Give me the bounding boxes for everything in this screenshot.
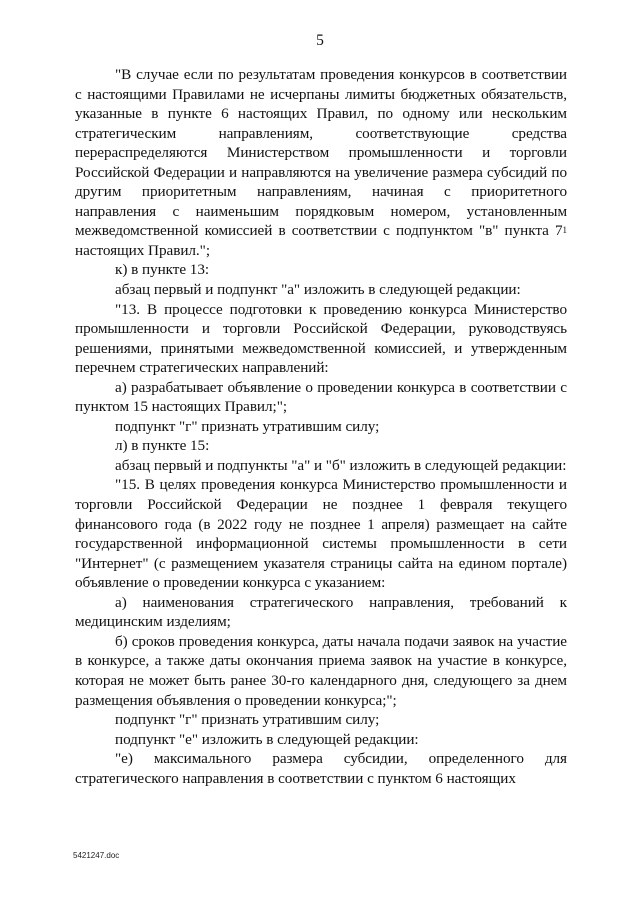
document-file-code: 5421247.doc xyxy=(73,851,120,860)
paragraph-9: "15. В целях проведения конкурса Министерство промышленности и торговли Российской Федерации не позднее 1 февраля текущего финансового года (в 2022 году не позднее 1 апреля) размещает на сайте государственной информационной системы промышленности в сети "Интернет" (с размещением указателя страницы сайта на едином портале) объявление о проведении конкурса с указанием: xyxy=(75,476,567,592)
paragraph-3: абзац первый и подпункт "а" изложить в следующей редакции: xyxy=(115,281,521,299)
paragraph-11: б) сроков проведения конкурса, даты начала подачи заявок на участие в конкурсе, а также даты окончания приема заявок на участие в конкурсе, которая не может быть ранее 30-го календарного дня, следующего за днем размещения объявления о проведении конкурса;"; xyxy=(75,632,567,709)
paragraph-14: "е) максимального размера субсидии, определенного для стратегического направления в соответствии с пунктом 6 настоящих xyxy=(75,750,567,787)
paragraph-7: л) в пункте 15: xyxy=(115,437,210,455)
paragraph-12: подпункт "г" признать утратившим силу; xyxy=(115,711,380,729)
paragraph-10: а) наименования стратегического направления, требований к медицинским изделиям; xyxy=(75,593,567,631)
paragraph-2: к) в пункте 13: xyxy=(115,261,210,279)
paragraph-5: а) разрабатывает объявление о проведении конкурса в соответствии с пунктом 15 настоящих Правил;"; xyxy=(75,378,567,416)
superscript-marker: 1 xyxy=(562,225,567,236)
paragraph-1 xyxy=(75,65,567,260)
paragraph-4: "13. В процессе подготовки к проведению конкурса Министерство промышленности и торговли Российской Федерации, руководствуясь решениями, принятыми межведомственной комиссией, и утвержденным перечнем стратегических направлений: xyxy=(75,300,567,377)
paragraph-13: подпункт "е" изложить в следующей редакции: xyxy=(115,730,419,748)
page-number: 5 xyxy=(316,32,324,49)
paragraph-8: абзац первый и подпункты "а" и "б" изложить в следующей редакции: xyxy=(115,456,567,474)
document-body xyxy=(75,65,567,788)
paragraph-6: подпункт "г" признать утратившим силу; xyxy=(115,417,380,435)
paragraph-1-tail: настоящих Правил."; xyxy=(75,241,210,259)
paragraph-1-text: "В случае если по результатам проведения конкурсов в соответствии с настоящими Правилами не исчерпаны лимиты бюджетных обязательств, указанные в пункте 6 настоящих Правил, по одному или нескольким стратегическим направлениям, соответствующие средства перераспределяются Министерством промышленности и торговли Российской Федерации и направляются на увеличение размера субсидий по другим приоритетным направлениям, начиная с приоритетного направления с наименьшим порядковым номером, установленным межведомственной комиссией в соответствии с подпунктом "в" пункта 7 xyxy=(75,66,567,240)
